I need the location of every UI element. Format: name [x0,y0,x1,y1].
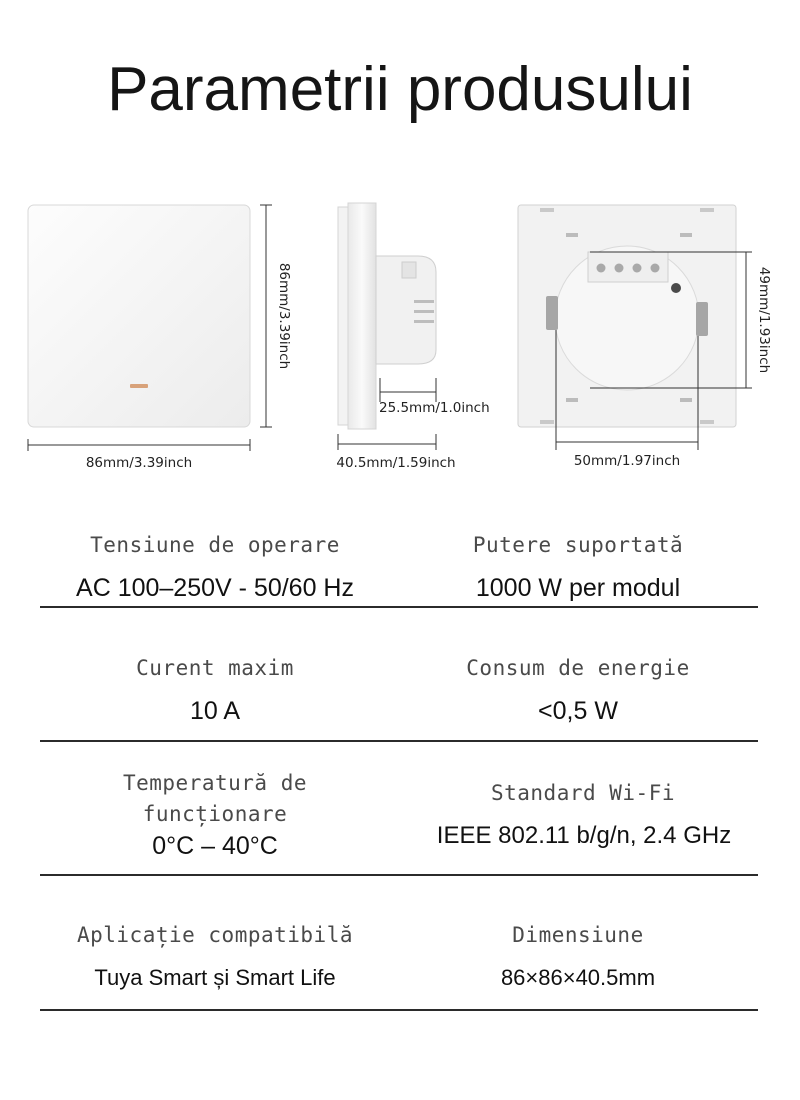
spec-value: 1000 W per modul [475,574,681,602]
spec-cell [40,653,390,727]
spec-label: Curent maxim [136,656,294,680]
spec-label: Standard Wi-Fi [490,781,675,805]
spec-label: Aplicație compatibilă [76,923,353,947]
back-view [518,205,772,469]
spec-value: 10 A [189,697,241,725]
spec-cell [40,920,390,994]
front-view [28,205,292,471]
spec-cell [408,920,748,994]
spec-label: Dimensiune [512,923,644,947]
side-view [336,203,489,471]
spec-cell [40,768,390,862]
divider [40,874,758,876]
back-height-label: 49mm/1.93inch [756,266,772,374]
spec-label: Putere suportată [472,533,684,557]
spec-cell [408,653,748,727]
spec-label: Tensiune de operare [90,533,340,557]
divider [40,606,758,608]
divider [40,740,758,742]
spec-cell [40,530,390,604]
back-width-label: 50mm/1.97inch [573,453,681,469]
side-depth-label: 40.5mm/1.59inch [336,455,456,471]
spec-label: Consum de energie [466,656,690,680]
divider [40,1009,758,1011]
spec-cell [408,778,758,852]
front-height-label: 86mm/3.39inch [276,262,292,370]
spec-value: 0°C – 40°C [152,832,278,860]
indicator-led [130,384,148,388]
spec-value: IEEE 802.11 b/g/n, 2.4 GHz [436,822,732,849]
spec-value: Tuya Smart și Smart Life [94,965,336,990]
spec-label: Temperatură de funcționare [122,771,307,826]
spec-cell [408,530,748,604]
side-inner-label: 25.5mm/1.0inch [379,400,490,416]
spec-value: AC 100–250V - 50/60 Hz [76,574,354,602]
product-dimension-figure [0,195,800,485]
spec-value: <0,5 W [538,697,618,725]
front-width-label: 86mm/3.39inch [85,455,193,471]
spec-value: 86×86×40.5mm [500,965,656,990]
page-title: Parametrii produsului [107,55,693,124]
